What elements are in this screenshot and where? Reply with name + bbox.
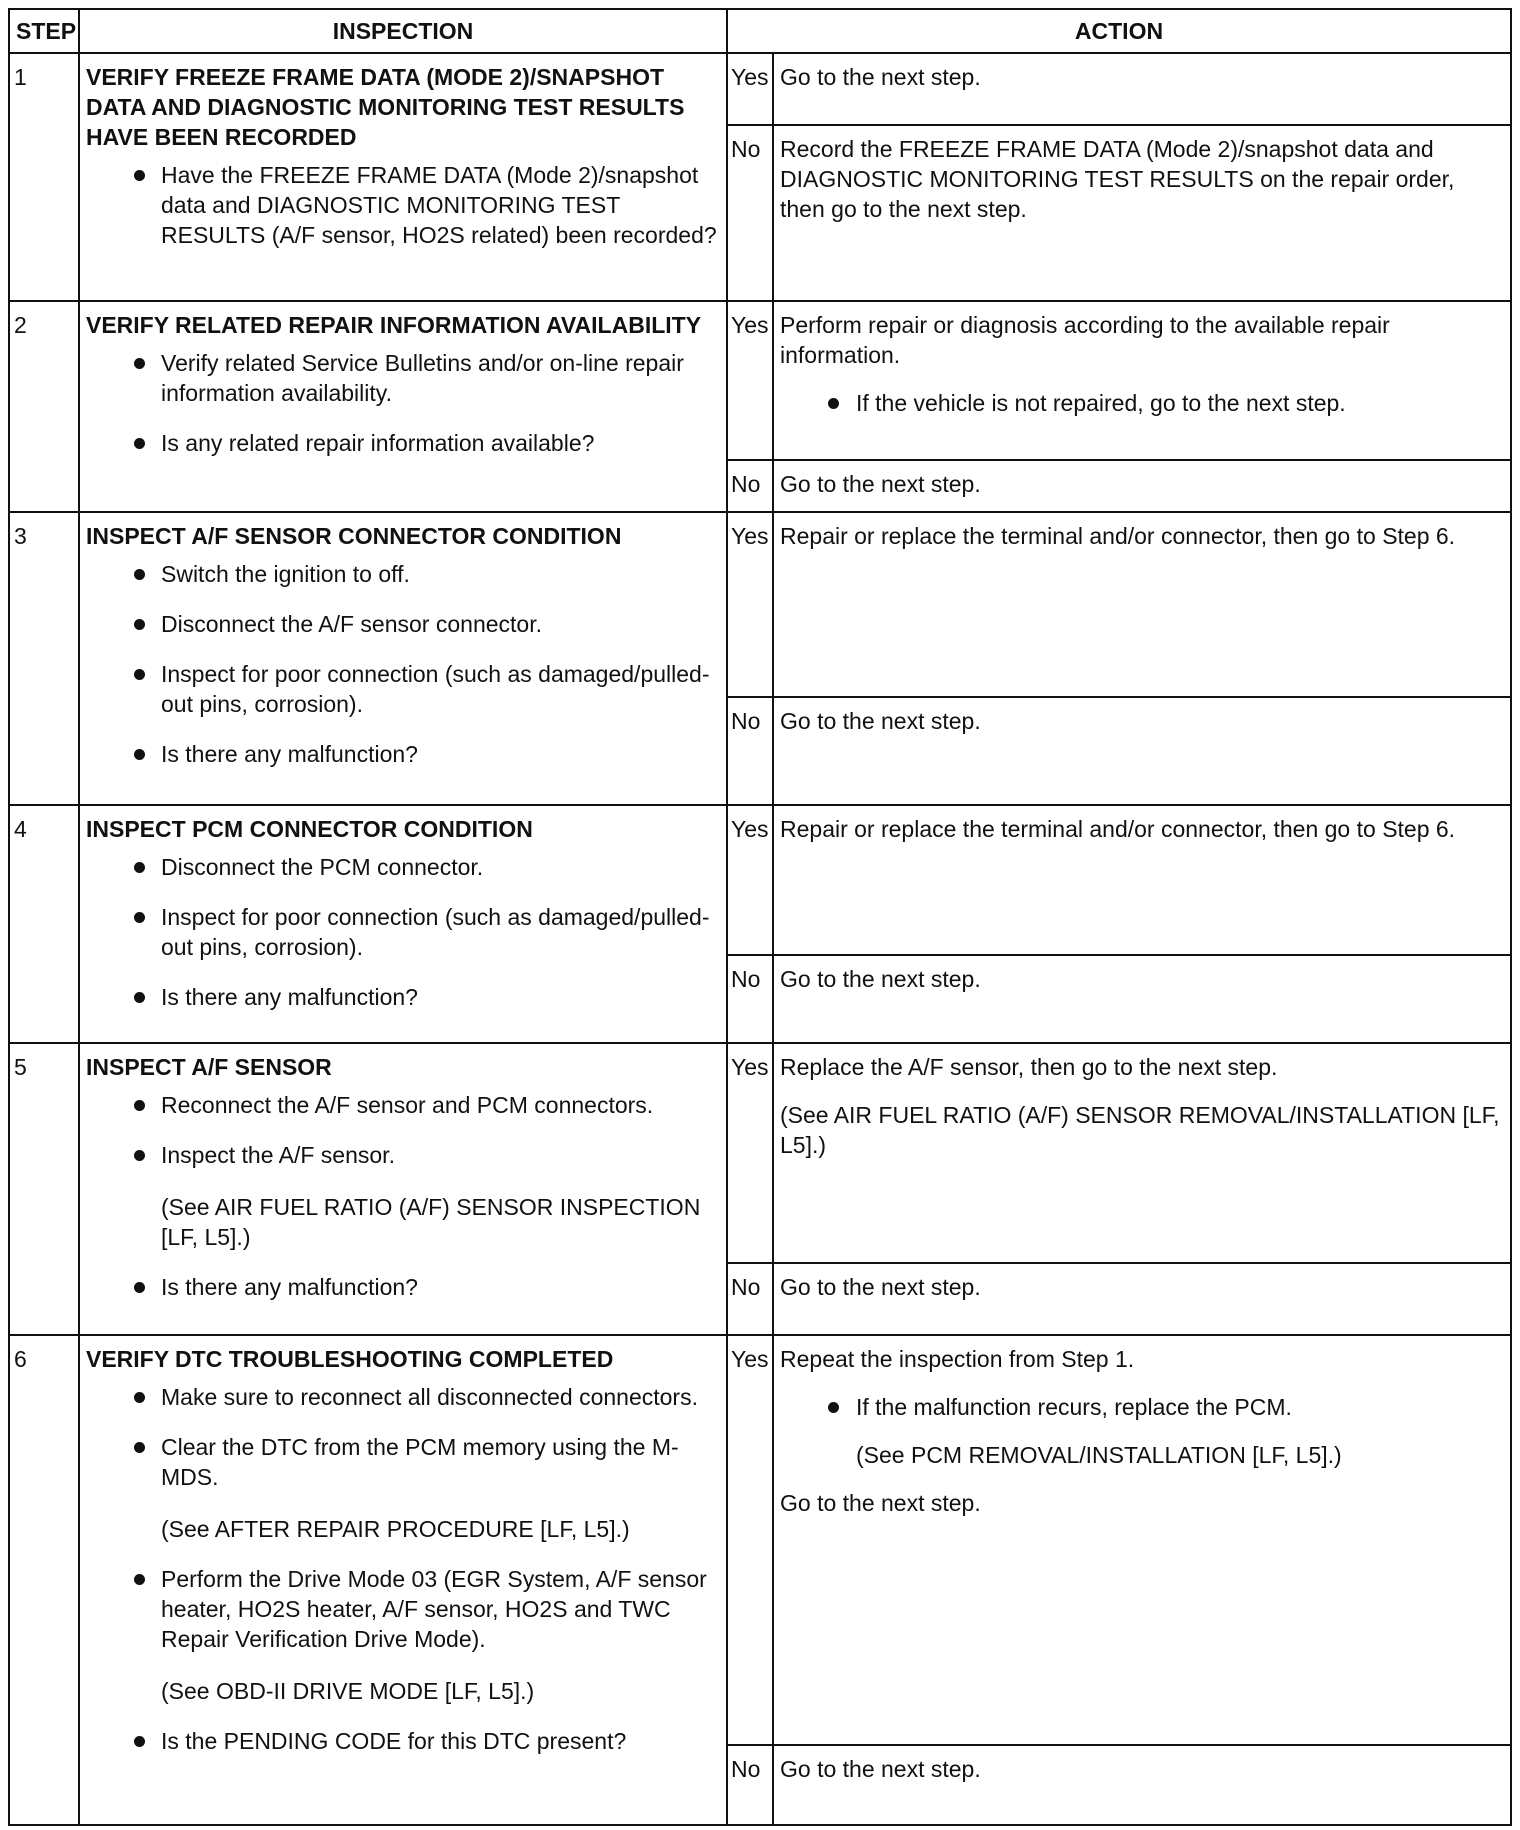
inspection-bullet (86, 160, 720, 250)
header-row (9, 9, 1511, 53)
step-number: 3 (9, 512, 79, 805)
inspection-bullet (86, 1726, 720, 1756)
action-text: Go to the next step. (780, 1756, 981, 1782)
step-number: 6 (9, 1335, 79, 1825)
no-action (773, 125, 1511, 301)
yes-label: Yes (727, 301, 773, 460)
bullet-text: Inspect for poor connection (such as damaged/pulled-out pins, corrosion). (161, 904, 710, 960)
header-step: STEP (9, 9, 79, 53)
action-text: Go to the next step. (780, 966, 981, 992)
action-text: Replace the A/F sensor, then go to the next step. (780, 1054, 1278, 1080)
action-text: Repair or replace the terminal and/or connector, then go to Step 6. (780, 816, 1456, 842)
inspection-bullet (86, 852, 720, 882)
inspection-bullets (86, 348, 720, 458)
step-row-yes (9, 1335, 1511, 1745)
bullet-text: Switch the ignition to off. (161, 561, 410, 587)
step-number: 2 (9, 301, 79, 512)
no-label: No (727, 1745, 773, 1825)
no-action (773, 1745, 1511, 1825)
no-label: No (727, 125, 773, 301)
inspection-cell (79, 1043, 727, 1335)
no-label: No (727, 1263, 773, 1335)
action-text: Go to the next step. (780, 1490, 981, 1516)
action-text: Go to the next step. (780, 471, 981, 497)
inspection-cell (79, 512, 727, 805)
action-bullet (780, 388, 1504, 418)
inspection-cell (79, 301, 727, 512)
diagnostic-procedure-table (8, 8, 1512, 1826)
no-action (773, 460, 1511, 512)
bullet-text: If the malfunction recurs, replace the PCM. (856, 1394, 1292, 1420)
reference-note: (See AIR FUEL RATIO (A/F) SENSOR REMOVAL/INSTALLATION [LF, L5].) (780, 1102, 1500, 1158)
yes-label: Yes (727, 1043, 773, 1263)
inspection-bullet (86, 1382, 720, 1412)
inspection-bullet (86, 1432, 720, 1544)
yes-label: Yes (727, 805, 773, 955)
bullet-text: Disconnect the PCM connector. (161, 854, 484, 880)
bullet-text: Have the FREEZE FRAME DATA (Mode 2)/snapshot data and DIAGNOSTIC MONITORING TEST RESULTS (A/F sensor, HO2S related) been recorded? (161, 162, 717, 248)
no-action (773, 1263, 1511, 1335)
yes-action (773, 1335, 1511, 1745)
header-inspection: INSPECTION (79, 9, 727, 53)
yes-action (773, 512, 1511, 697)
inspection-title: INSPECT A/F SENSOR CONNECTOR CONDITION (86, 523, 622, 549)
bullet-text: Make sure to reconnect all disconnected connectors. (161, 1384, 698, 1410)
inspection-bullet (86, 428, 720, 458)
step-row-yes (9, 301, 1511, 460)
inspection-title: VERIFY RELATED REPAIR INFORMATION AVAILABILITY (86, 312, 702, 338)
action-bullets (780, 1392, 1504, 1470)
step-row-yes (9, 1043, 1511, 1263)
inspection-bullets (86, 1090, 720, 1302)
reference-note: (See PCM REMOVAL/INSTALLATION [LF, L5].) (856, 1442, 1342, 1468)
inspection-cell (79, 53, 727, 301)
bullet-text: If the vehicle is not repaired, go to the next step. (856, 390, 1346, 416)
yes-action (773, 1043, 1511, 1263)
reference-note: (See OBD-II DRIVE MODE [LF, L5].) (161, 1678, 535, 1704)
inspection-bullet (86, 348, 720, 408)
action-bullets (780, 388, 1504, 418)
inspection-bullet (86, 559, 720, 589)
header-action: ACTION (727, 9, 1511, 53)
step-number: 5 (9, 1043, 79, 1335)
action-text: Record the FREEZE FRAME DATA (Mode 2)/snapshot data and DIAGNOSTIC MONITORING TEST RESULTS on the repair order, then go to the next step. (780, 136, 1455, 222)
step-row-yes (9, 53, 1511, 125)
no-label: No (727, 955, 773, 1043)
bullet-text: Is there any malfunction? (161, 984, 418, 1010)
inspection-bullet (86, 1272, 720, 1302)
yes-action (773, 301, 1511, 460)
inspection-title: INSPECT PCM CONNECTOR CONDITION (86, 816, 533, 842)
inspection-bullets (86, 852, 720, 1012)
yes-action (773, 805, 1511, 955)
step-row-yes (9, 512, 1511, 697)
inspection-title: VERIFY DTC TROUBLESHOOTING COMPLETED (86, 1346, 614, 1372)
inspection-cell (79, 805, 727, 1043)
procedure-page (8, 8, 1512, 1822)
step-number: 4 (9, 805, 79, 1043)
inspection-cell (79, 1335, 727, 1825)
inspection-bullet (86, 1564, 720, 1706)
bullet-text: Perform the Drive Mode 03 (EGR System, A/F sensor heater, HO2S heater, A/F sensor, HO2S and TWC Repair Verification Drive Mode). (161, 1566, 707, 1652)
bullet-text: Inspect for poor connection (such as damaged/pulled-out pins, corrosion). (161, 661, 710, 717)
inspection-bullet (86, 1140, 720, 1252)
no-action (773, 697, 1511, 805)
action-text: Perform repair or diagnosis according to the available repair information. (780, 312, 1390, 368)
yes-label: Yes (727, 512, 773, 697)
bullet-text: Reconnect the A/F sensor and PCM connectors. (161, 1092, 654, 1118)
bullet-text: Is there any malfunction? (161, 741, 418, 767)
bullet-text: Is the PENDING CODE for this DTC present? (161, 1728, 627, 1754)
inspection-title: INSPECT A/F SENSOR (86, 1054, 332, 1080)
action-text: Go to the next step. (780, 708, 981, 734)
action-text: Go to the next step. (780, 64, 981, 90)
inspection-bullets (86, 1382, 720, 1756)
inspection-bullet (86, 982, 720, 1012)
inspection-bullets (86, 160, 720, 250)
reference-note: (See AFTER REPAIR PROCEDURE [LF, L5].) (161, 1516, 630, 1542)
action-bullet (780, 1392, 1504, 1470)
inspection-bullet (86, 739, 720, 769)
bullet-text: Is any related repair information available? (161, 430, 595, 456)
bullet-text: Disconnect the A/F sensor connector. (161, 611, 542, 637)
no-label: No (727, 460, 773, 512)
bullet-text: Verify related Service Bulletins and/or on-line repair information availability. (161, 350, 684, 406)
action-text: Go to the next step. (780, 1274, 981, 1300)
inspection-bullets (86, 559, 720, 769)
inspection-bullet (86, 609, 720, 639)
yes-label: Yes (727, 53, 773, 125)
inspection-bullet (86, 902, 720, 962)
no-label: No (727, 697, 773, 805)
step-row-yes (9, 805, 1511, 955)
action-text: Repeat the inspection from Step 1. (780, 1346, 1135, 1372)
bullet-text: Is there any malfunction? (161, 1274, 418, 1300)
inspection-bullet (86, 1090, 720, 1120)
no-action (773, 955, 1511, 1043)
bullet-text: Inspect the A/F sensor. (161, 1142, 395, 1168)
inspection-bullet (86, 659, 720, 719)
reference-note: (See AIR FUEL RATIO (A/F) SENSOR INSPECTION [LF, L5].) (161, 1194, 701, 1250)
action-text: Repair or replace the terminal and/or connector, then go to Step 6. (780, 523, 1456, 549)
yes-label: Yes (727, 1335, 773, 1745)
step-number: 1 (9, 53, 79, 301)
inspection-title: VERIFY FREEZE FRAME DATA (MODE 2)/SNAPSHOT DATA AND DIAGNOSTIC MONITORING TEST RESULTS HAVE BEEN RECORDED (86, 64, 685, 150)
yes-action (773, 53, 1511, 125)
bullet-text: Clear the DTC from the PCM memory using the M-MDS. (161, 1434, 679, 1490)
